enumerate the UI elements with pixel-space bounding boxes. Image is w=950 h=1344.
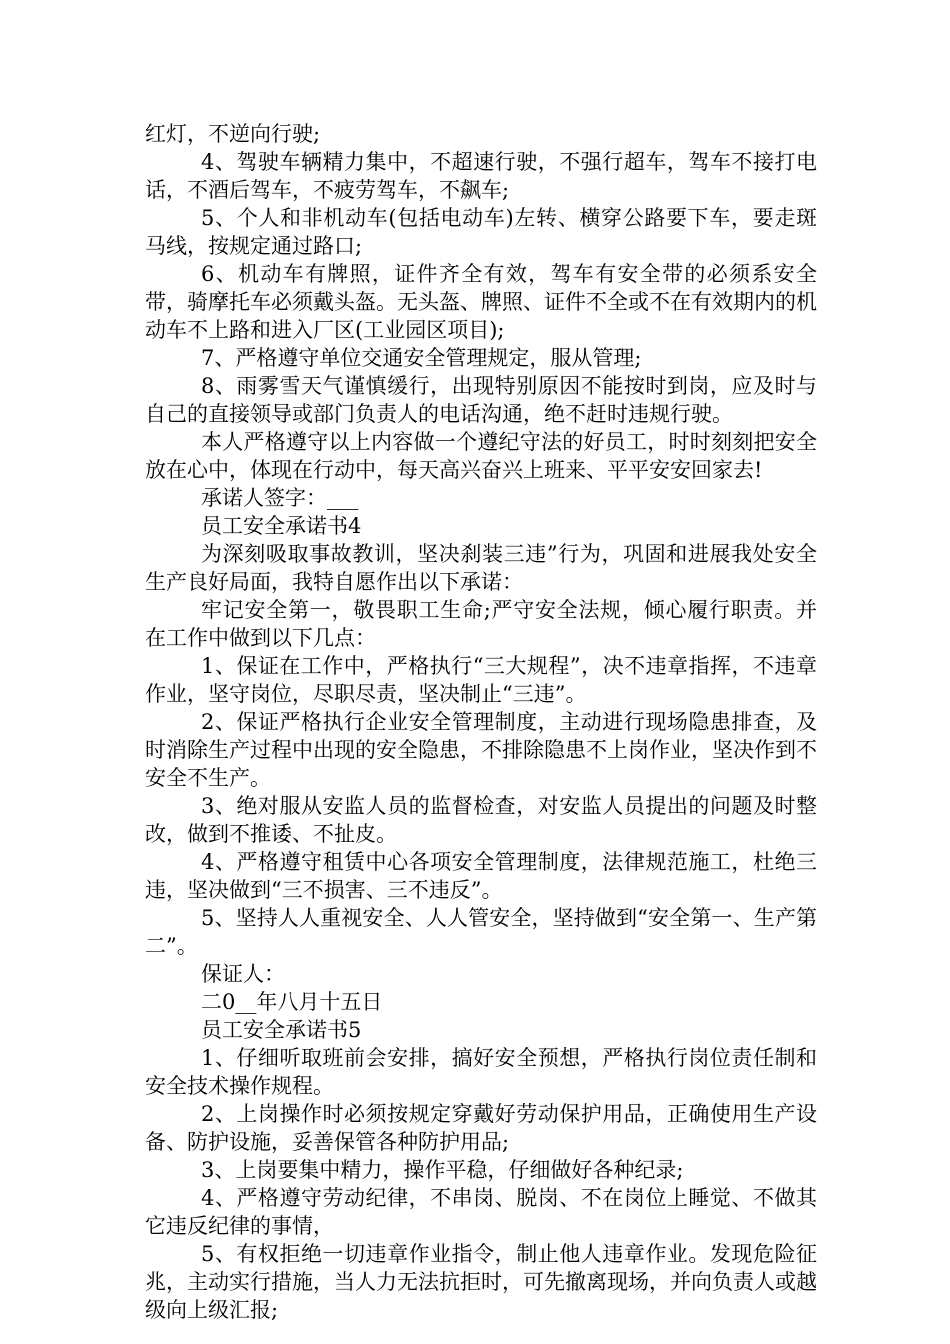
paragraph-item-6: 6、机动车有牌照，证件齐全有效，驾车有安全带的必须系安全带，骑摩托车必须戴头盔。无头盔、牌照、证件不全或不在有效期内的机动车不上路和进入厂区(工业园区项目); xyxy=(145,262,817,342)
duty-item-5: 5、有权拒绝一切违章作业指令，制止他人违章作业。发现危险征兆，主动实行措施，当人力无法抗拒时，可先撤离现场，并向负责人或越级向上级汇报; xyxy=(145,1242,817,1322)
duty-item-4: 4、严格遵守劳动纪律，不串岗、脱岗、不在岗位上睡觉、不做其它违反纪律的事情， xyxy=(145,1186,817,1238)
signature-line: 承诺人签字：___ xyxy=(201,486,359,510)
duty-item-1: 1、仔细听取班前会安排，搞好安全预想，严格执行岗位责任制和安全技术操作规程。 xyxy=(145,1046,817,1098)
paragraph-item-5: 5、个人和非机动车(包括电动车)左转、横穿公路要下车，要走斑马线，按规定通过路口; xyxy=(145,206,817,258)
paragraph-item-8: 8、雨雾雪天气谨慎缓行，出现特别原因不能按时到岗，应及时与自己的直接领导或部门负责人的电话沟通，绝不赶时违规行驶。 xyxy=(145,374,817,426)
pledge-item-2: 2、保证严格执行企业安全管理制度，主动进行现场隐患排查，及时消除生产过程中出现的安全隐患，不排除隐患不上岗作业，坚决作到不安全不生产。 xyxy=(145,710,817,790)
document-body xyxy=(145,120,817,1324)
paragraph-intro: 为深刻吸取事故教训，坚决刹装三违”行为，巩固和进展我处安全生产良好局面，我特自愿作出以下承诺： xyxy=(145,542,817,594)
date-line: 二0__年八月十五日 xyxy=(201,990,383,1014)
pledge-item-1: 1、保证在工作中，严格执行“三大规程”，决不违章指挥，不违章作业，坚守岗位，尽职尽责，坚决制止“三违”。 xyxy=(145,654,817,706)
paragraph-item-4: 4、驾驶车辆精力集中，不超速行驶，不强行超车，驾车不接打电话，不酒后驾车，不疲劳驾车，不飙车; xyxy=(145,150,817,202)
pledge-item-5: 5、坚持人人重视安全、人人管安全，坚持做到“安全第一、生产第二”。 xyxy=(145,906,817,958)
pledge-item-4: 4、严格遵守租赁中心各项安全管理制度，法律规范施工，杜绝三违，坚决做到“三不损害、三不违反”。 xyxy=(145,850,817,902)
duty-item-3: 3、上岗要集中精力，操作平稳，仔细做好各种纪录; xyxy=(201,1158,684,1182)
paragraph-item-7: 7、严格遵守单位交通安全管理规定，服从管理; xyxy=(201,346,642,370)
paragraph-continuation: 红灯，不逆向行驶; xyxy=(145,122,321,146)
section-title-5: 员工安全承诺书5 xyxy=(201,1018,362,1042)
paragraph-principle: 牢记安全第一，敬畏职工生命;严守安全法规，倾心履行职责。并在工作中做到以下几点： xyxy=(145,598,817,650)
guarantor-line: 保证人： xyxy=(201,962,285,986)
section-title-4: 员工安全承诺书4 xyxy=(201,514,362,538)
duty-item-2: 2、上岗操作时必须按规定穿戴好劳动保护用品，正确使用生产设备、防护设施，妥善保管各种防护用品; xyxy=(145,1102,817,1154)
paragraph-closing: 本人严格遵守以上内容做一个遵纪守法的好员工，时时刻刻把安全放在心中，体现在行动中，每天高兴奋兴上班来、平平安安回家去! xyxy=(145,430,817,482)
pledge-item-3: 3、绝对服从安监人员的监督检查，对安监人员提出的问题及时整改，做到不推诿、不扯皮。 xyxy=(145,794,817,846)
